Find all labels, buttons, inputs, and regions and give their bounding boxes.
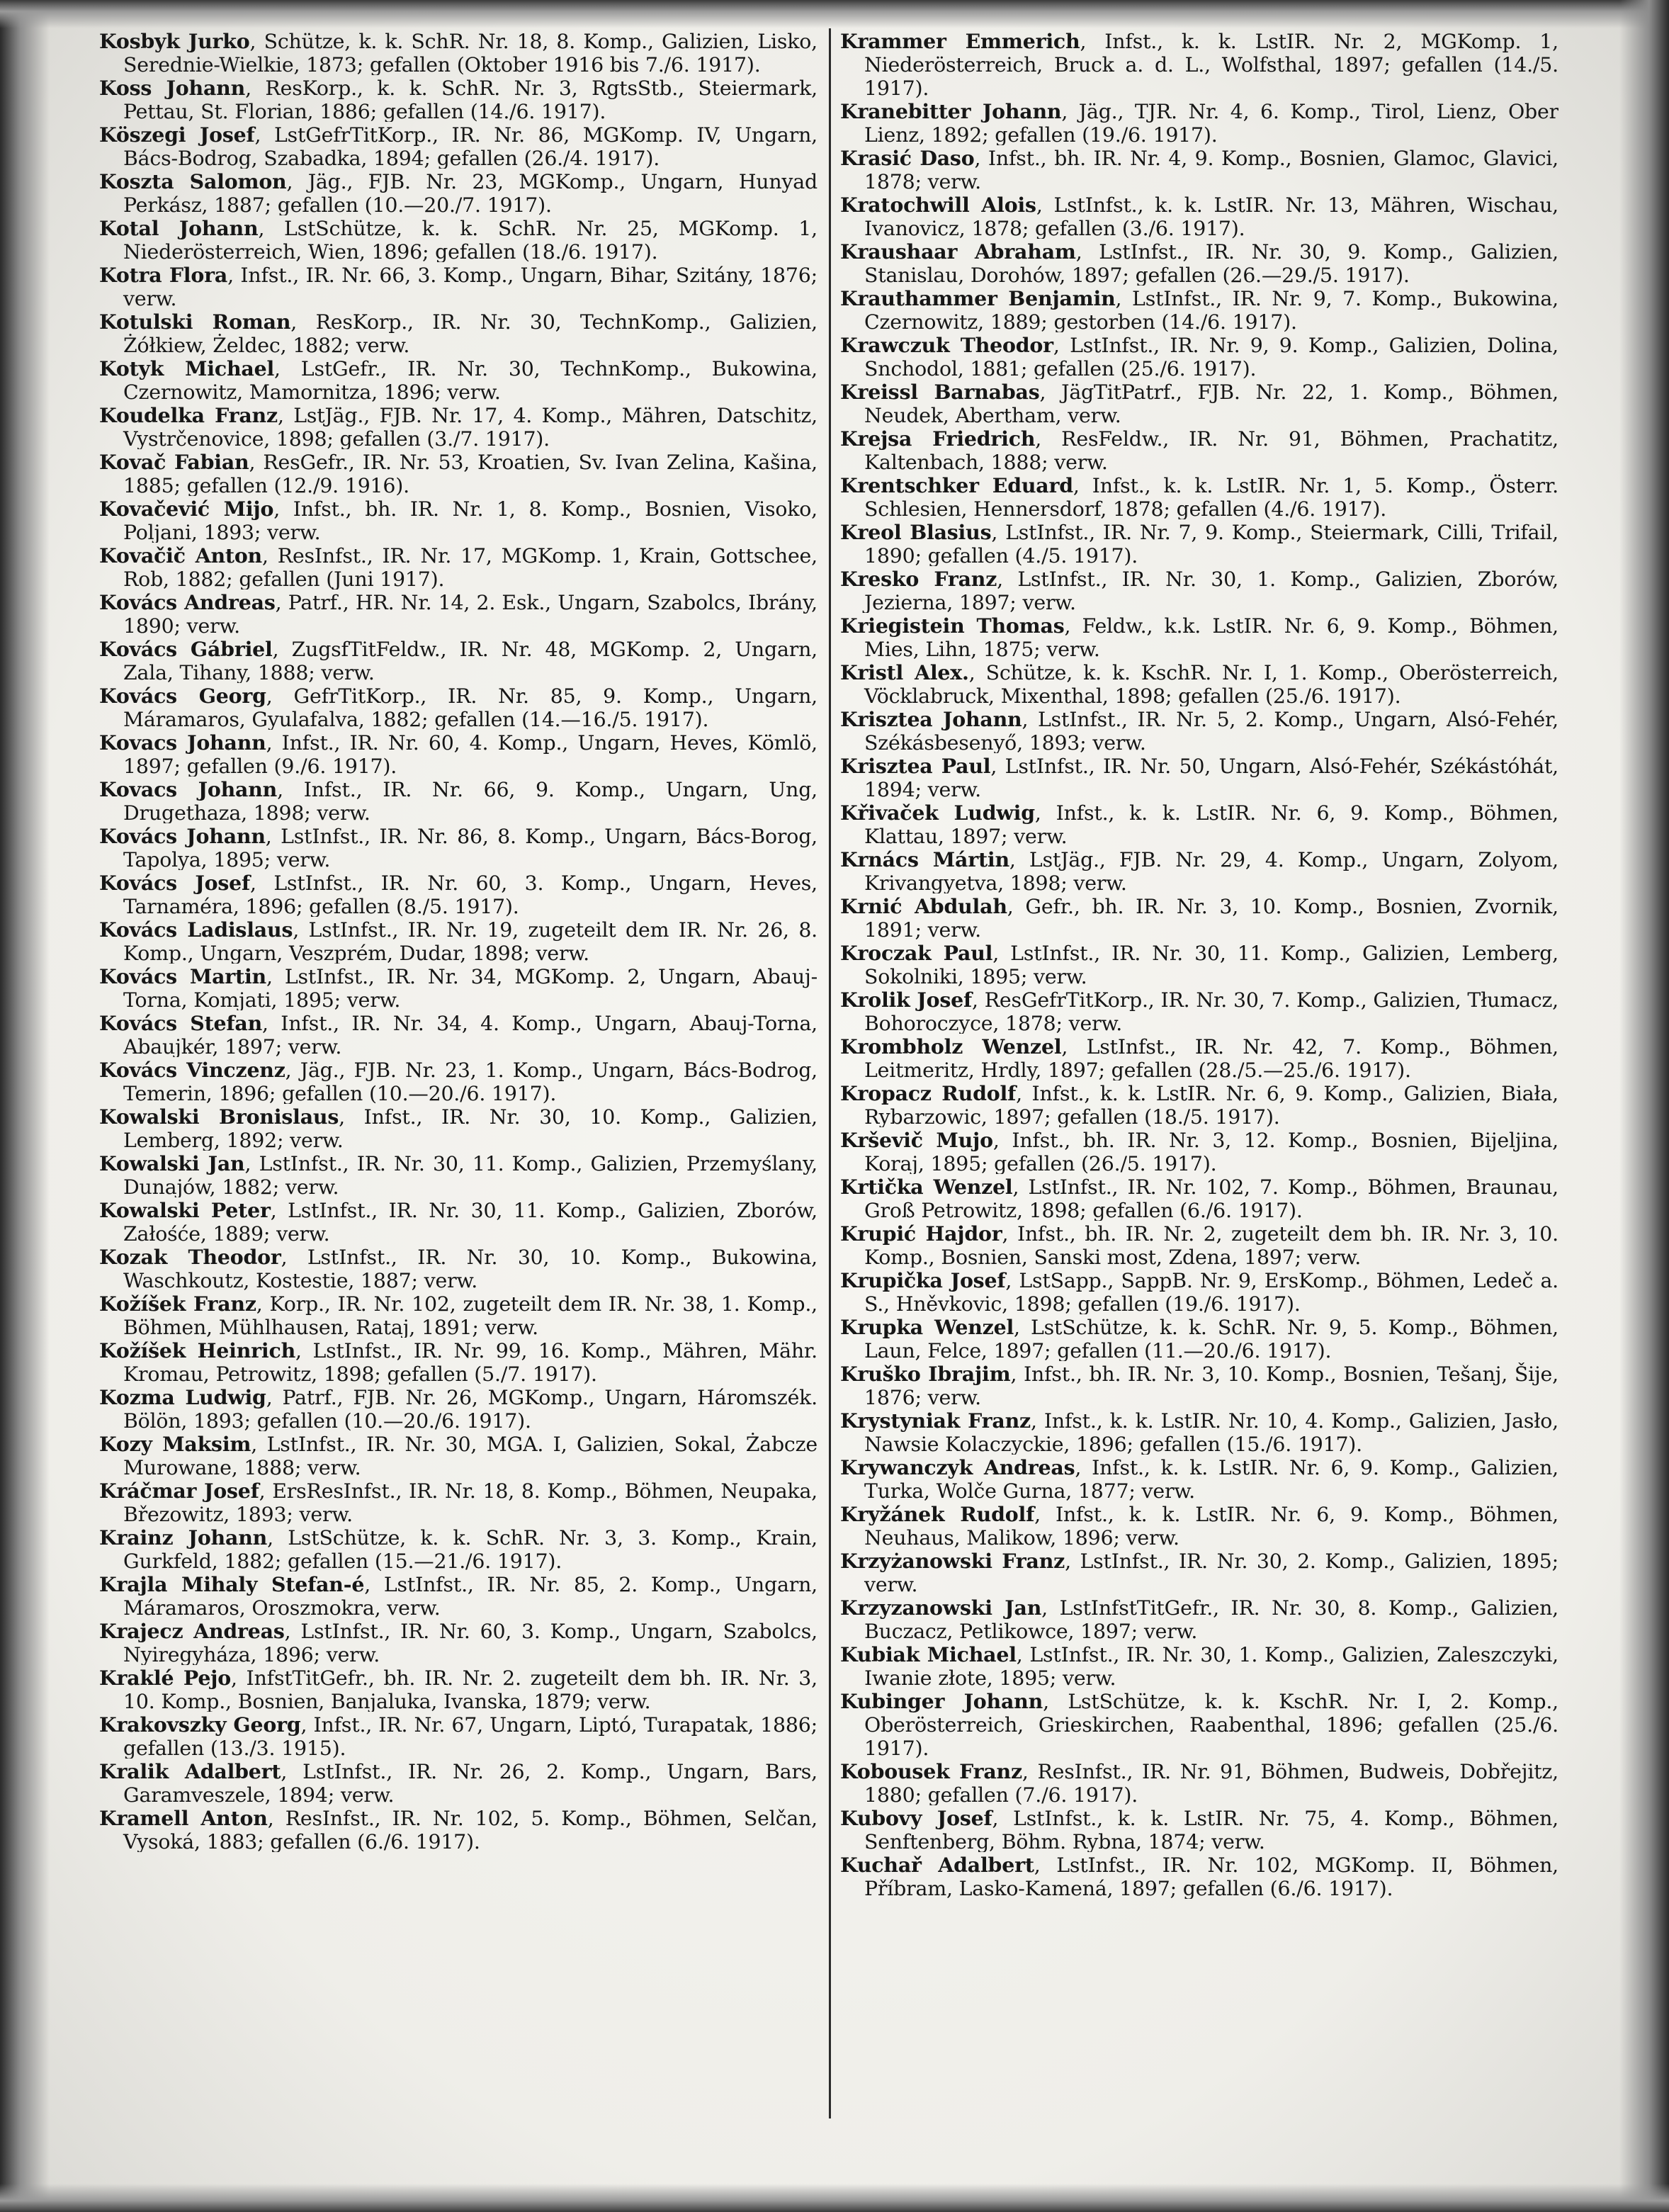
list-entry [840,334,1558,379]
list-entry [840,708,1558,753]
entry-name: Krejsa Friedrich [840,427,1036,451]
list-entry [99,170,817,215]
entry-name: Krasić Daso [840,147,975,170]
entry-name: Kobousek Franz [840,1760,1022,1783]
list-entry [99,1246,817,1291]
entry-name: Krauthammer Benjamin [840,287,1116,310]
list-entry [99,1059,817,1104]
entry-details: , Patrf., HR. Nr. 14, 2. Esk., Ungarn, Szabolcs, Ibrány, 1890; verw. [123,591,817,636]
list-entry [840,1129,1558,1174]
list-entry [99,310,817,356]
entry-details: , Gefr., bh. IR. Nr. 3, 10. Komp., Bosnien, Zvornik, 1891; verw. [864,895,1558,940]
list-entry [99,778,817,823]
entry-name: Kovács Stefan [99,1012,263,1035]
entry-name: Kovács Martin [99,965,266,988]
entry-name: Kristl Alex. [840,661,969,684]
list-entry [99,591,817,636]
list-entry [99,1339,817,1384]
list-entry [99,77,817,122]
list-entry [99,451,817,496]
entry-details: , LstInfst., IR. Nr. 42, 7. Komp., Böhmen, Leitmeritz, Hrdly, 1897; gefallen (28./5.—25./6. 1917). [864,1035,1558,1080]
entry-details: , LstSchütze, k. k. KschR. Nr. I, 2. Komp., Oberösterreich, Grieskirchen, Raabenthal, 1896; gefallen (25./6. 1917). [864,1690,1558,1759]
entry-name: Kuchař Adalbert [840,1853,1034,1877]
scan-shadow-top [0,0,1669,28]
right-column [840,30,1558,1900]
list-entry [840,1596,1558,1642]
entry-details: , Infst., IR. Nr. 66, 3. Komp., Ungarn, Bihar, Szitány, 1876; verw. [123,264,817,309]
list-entry [840,568,1558,613]
entry-name: Kubinger Johann [840,1690,1043,1713]
entry-name: Kotyk Michael [99,357,275,380]
entry-details: , Infst., IR. Nr. 66, 9. Komp., Ungarn, Ung, Drugethaza, 1898; verw. [123,778,817,823]
entry-name: Kowalski Bronislaus [99,1105,339,1129]
list-entry [840,193,1558,239]
entry-name: Kramell Anton [99,1807,268,1830]
entry-details: , Infst., k. k. LstIR. Nr. 6, 9. Komp., Galizien, Biała, Rybarzowic, 1897; gefallen (18./5. 1917). [864,1082,1558,1127]
entry-details: , LstInfst., IR. Nr. 30, 11. Komp., Galizien, Przemyślany, Dunajów, 1882; verw. [123,1152,817,1197]
entry-details: , Infst., IR. Nr. 34, 4. Komp., Ungarn, Abauj-Torna, Abaujkér, 1897; verw. [123,1012,817,1057]
list-entry [99,871,817,917]
list-entry [840,988,1558,1034]
entry-details: , LstInfst., IR. Nr. 30, 11. Komp., Galizien, Lemberg, Sokolniki, 1895; verw. [864,942,1558,987]
entry-name: Kruško Ibrajim [840,1362,1011,1386]
entry-details: , Infst., bh. IR. Nr. 3, 12. Komp., Bosnien, Bijeljina, Koraj, 1895; gefallen (26./5. 1917). [864,1129,1558,1174]
entry-name: Kovačič Anton [99,544,262,568]
list-entry [99,1526,817,1571]
entry-name: Kovács Josef [99,871,250,895]
list-entry [99,1386,817,1431]
entry-name: Krammer Emmerich [840,30,1080,53]
entry-name: Krnács Mártin [840,848,1009,871]
list-entry [99,1199,817,1244]
entry-details: , LstSchütze, k. k. SchR. Nr. 25, MGKomp. 1, Niederösterreich, Wien, 1896; gefallen (18./6. 1917). [123,217,817,262]
entry-details: , LstGefr., IR. Nr. 30, TechnKomp., Bukowina, Czernowitz, Mamornitza, 1896; verw. [123,357,817,402]
list-entry [99,357,817,402]
entry-name: Kowalski Peter [99,1199,271,1222]
entry-details: , Infst., bh. IR. Nr. 4, 9. Komp., Bosnien, Glamoc, Glavici, 1878; verw. [864,147,1558,192]
list-entry [99,404,817,449]
list-entry [840,380,1558,426]
entry-details: , LstInfst., IR. Nr. 30, 2. Komp., Galizien, 1895; verw. [864,1550,1558,1595]
entry-details: , GefrTitKorp., IR. Nr. 85, 9. Komp., Ungarn, Máramaros, Gyulafalva, 1882; gefallen (14.—16./5. 1917). [123,684,817,730]
entry-details: , LstSapp., SappB. Nr. 9, ErsKomp., Böhmen, Ledeč a. S., Hněvkovic, 1898; gefallen (19./6. 1917). [864,1269,1558,1314]
entry-name: Kovač Fabian [99,451,249,474]
list-entry [99,638,817,683]
entry-name: Kožíšek Franz [99,1292,256,1316]
list-entry [99,1433,817,1478]
list-entry [840,1760,1558,1805]
entry-details: , Korp., IR. Nr. 102, zugeteilt dem IR. Nr. 38, 1. Komp., Böhmen, Mühlhausen, Rataj, 1891; verw. [123,1292,817,1338]
column-divider [829,28,831,2118]
entry-details: , Infst., k. k. LstIR. Nr. 2, MGKomp. 1, Niederösterreich, Bruck a. d. L., Wolfsthal, 1897; gefallen (14./5. 1917). [864,30,1558,98]
entry-details: , Infst., bh. IR. Nr. 2, zugeteilt dem bh. IR. Nr. 3, 10. Komp., Bosnien, Sanski most, Zdena, 1897; verw. [864,1222,1558,1268]
entry-details: , ResKorp., IR. Nr. 30, TechnKomp., Galizien, Żółkiew, Żeldec, 1882; verw. [123,310,817,356]
entry-name: Kráčmar Josef [99,1479,259,1503]
entry-name: Krupić Hajdor [840,1222,1002,1246]
scan-shadow-left [0,0,50,2212]
list-entry [840,287,1558,332]
entry-details: , LstInfst., IR. Nr. 30, MGA. I, Galizien, Sokal, Żabcze Murowane, 1888; verw. [123,1433,817,1478]
entry-details: , LstInfst., IR. Nr. 102, 7. Komp., Böhmen, Braunau, Groß Petrowitz, 1898; gefallen (6./6. 1917). [864,1175,1558,1221]
entry-details: , Infst., bh. IR. Nr. 1, 8. Komp., Bosnien, Visoko, Poljani, 1893; verw. [123,497,817,543]
list-entry [840,848,1558,893]
entry-details: , LstInfst., IR. Nr. 30, 10. Komp., Bukowina, Waschkoutz, Kostestie, 1887; verw. [123,1246,817,1291]
entry-name: Křivaček Ludwig [840,801,1035,825]
list-entry [840,100,1558,145]
list-entry [840,1362,1558,1408]
entry-details: , Schütze, k. k. SchR. Nr. 18, 8. Komp., Galizien, Lisko, Serednie-Wielkie, 1873; gefallen (Oktober 1916 bis 7./6. 1917). [123,30,817,75]
entry-details: , LstJäg., FJB. Nr. 17, 4. Komp., Mähren, Datschitz, Vystrčenovice, 1898; gefallen (3./7. 1917). [123,404,817,449]
entry-details: , LstInfst., IR. Nr. 85, 2. Komp., Ungarn, Máramaros, Oroszmokra, verw. [123,1573,817,1618]
entry-name: Krajecz Andreas [99,1620,285,1643]
list-entry [99,731,817,777]
entry-name: Krzyzanowski Jan [840,1596,1042,1620]
entry-details: , ResKorp., k. k. SchR. Nr. 3, RgtsStb., Steiermark, Pettau, St. Florian, 1886; gefallen (14./6. 1917). [123,77,817,122]
entry-details: , LstInfst., IR. Nr. 102, MGKomp. II, Böhmen, Příbram, Lasko-Kamená, 1897; gefallen (6./6. 1917). [864,1853,1558,1899]
entry-details: , LstInfst., IR. Nr. 30, 1. Komp., Galizien, Zborów, Jezierna, 1897; verw. [864,568,1558,613]
list-entry [840,240,1558,286]
entry-details: , LstInfst., IR. Nr. 86, 8. Komp., Ungarn, Bács-Borog, Tapolya, 1895; verw. [123,825,817,870]
list-entry [840,1035,1558,1080]
list-entry [840,521,1558,566]
entry-name: Kriegistein Thomas [840,614,1065,638]
entry-details: , JägTitPatrf., FJB. Nr. 22, 1. Komp., Böhmen, Neudek, Abertham, verw. [864,380,1558,426]
entry-name: Krtička Wenzel [840,1175,1013,1199]
list-entry [840,801,1558,847]
entry-details: , Schütze, k. k. KschR. Nr. I, 1. Komp., Oberösterreich, Vöcklabruck, Mixenthal, 1898; gefallen (25./6. 1917). [864,661,1558,706]
list-entry [840,1503,1558,1548]
list-entry [99,1760,817,1805]
entry-name: Krolik Josef [840,988,972,1012]
entry-details: , Infst., k. k. LstIR. Nr. 6, 9. Komp., Böhmen, Neuhaus, Malikow, 1896; verw. [864,1503,1558,1548]
entry-details: , Infst., IR. Nr. 30, 10. Komp., Galizien, Lemberg, 1892; verw. [123,1105,817,1151]
entry-name: Krakovszky Georg [99,1713,301,1737]
entry-name: Kubovy Josef [840,1807,992,1830]
entry-name: Köszegi Josef [99,123,255,147]
list-entry [99,1666,817,1712]
entry-details: , Infst., k. k. LstIR. Nr. 6, 9. Komp., Galizien, Turka, Wolče Gurna, 1877; verw. [864,1456,1558,1501]
scan-shadow-bottom [0,2184,1669,2212]
list-entry [840,1222,1558,1268]
list-entry [840,661,1558,706]
entry-name: Kovács Johann [99,825,266,848]
list-entry [840,1082,1558,1127]
entry-details: , ZugsfTitFeldw., IR. Nr. 48, MGKomp. 2, Ungarn, Zala, Tihany, 1888; verw. [123,638,817,683]
entry-details: , Infst., k. k. LstIR. Nr. 6, 9. Komp., Böhmen, Klattau, 1897; verw. [864,801,1558,847]
entry-name: Kranebitter Johann [840,100,1062,123]
entry-details: , LstInfst., IR. Nr. 9, 7. Komp., Bukowina, Czernowitz, 1889; gestorben (14./6. 1917). [864,287,1558,332]
entry-details: , LstInfst., IR. Nr. 30, 9. Komp., Galizien, Stanislau, Dorohów, 1897; gefallen (26.—29./5. 1917). [864,240,1558,286]
entry-name: Krombholz Wenzel [840,1035,1062,1059]
entry-name: Kozma Ludwig [99,1386,266,1409]
entry-details: , LstInfst., k. k. LstIR. Nr. 13, Mähren, Wischau, Ivanovicz, 1878; gefallen (3./6. 1917). [864,193,1558,239]
entry-details: , InfstTitGefr., bh. IR. Nr. 2. zugeteilt dem bh. IR. Nr. 3, 10. Komp., Bosnien, Banjaluka, Ivanska, 1879; verw. [123,1666,817,1712]
list-entry [840,895,1558,940]
entry-name: Krupka Wenzel [840,1316,1014,1339]
entry-name: Kresko Franz [840,568,997,591]
entry-details: , LstInfst., IR. Nr. 19, zugeteilt dem IR. Nr. 26, 8. Komp., Ungarn, Veszprém, Dudar, 1898; verw. [123,918,817,964]
entry-details: , ResGefrTitKorp., IR. Nr. 30, 7. Komp., Galizien, Tłumacz, Bohoroczyce, 1878; verw. [864,988,1558,1034]
entry-details: , Infst., IR. Nr. 67, Ungarn, Liptó, Turapatak, 1886; gefallen (13./3. 1915). [123,1713,817,1759]
entry-details: , LstInfst., IR. Nr. 99, 16. Komp., Mähren, Mähr. Kromau, Petrowitz, 1898; gefallen (5./7. 1917). [123,1339,817,1384]
list-entry [99,123,817,169]
list-entry [840,1807,1558,1852]
entry-name: Kralik Adalbert [99,1760,281,1783]
entry-name: Kowalski Jan [99,1152,245,1175]
list-entry [840,1456,1558,1501]
list-entry [99,1292,817,1338]
entry-details: , LstSchütze, k. k. SchR. Nr. 9, 5. Komp., Böhmen, Laun, Felce, 1897; gefallen (11.—20./6. 1917). [864,1316,1558,1361]
entry-details: , LstInfst., IR. Nr. 9, 9. Komp., Galizien, Dolina, Snchodol, 1881; gefallen (25./6. 1917). [864,334,1558,379]
list-entry [840,1409,1558,1455]
entry-details: , LstInfst., IR. Nr. 34, MGKomp. 2, Ungarn, Abauj-Torna, Komjati, 1895; verw. [123,965,817,1010]
entry-name: Kropacz Rudolf [840,1082,1017,1105]
entry-name: Kovačević Mijo [99,497,274,521]
entry-details: , Infst., k. k. LstIR. Nr. 10, 4. Komp., Galizien, Jasło, Nawsie Kolaczyckie, 1896; gefallen (15./6. 1917). [864,1409,1558,1455]
entry-name: Kroczak Paul [840,942,993,965]
entry-name: Kovács Andreas [99,591,276,614]
entry-name: Krupička Josef [840,1269,1006,1292]
list-entry [99,918,817,964]
entry-name: Kotra Flora [99,264,228,287]
left-column [99,30,817,1853]
list-entry [840,474,1558,519]
entry-name: Kovács Vinczenz [99,1059,285,1082]
entry-name: Kovacs Johann [99,778,278,801]
entry-name: Krawczuk Theodor [840,334,1053,357]
entry-details: , LstInfst., IR. Nr. 60, 3. Komp., Ungarn, Heves, Tarnaméra, 1896; gefallen (8./5. 1917). [123,871,817,917]
list-entry [99,825,817,870]
entry-name: Kreissl Barnabas [840,380,1040,404]
list-entry [840,942,1558,987]
list-entry [99,544,817,589]
entry-name: Kozy Maksim [99,1433,251,1456]
entry-details: , LstInfst., IR. Nr. 26, 2. Komp., Ungarn, Bars, Garamveszele, 1894; verw. [123,1760,817,1805]
entry-details: , ResInfst., IR. Nr. 102, 5. Komp., Böhmen, Selčan, Vysoká, 1883; gefallen (6./6. 1917). [123,1807,817,1852]
list-entry [840,1550,1558,1595]
list-entry [99,1105,817,1151]
entry-name: Koudelka Franz [99,404,278,427]
entry-details: , Infst., bh. IR. Nr. 3, 10. Komp., Bosnien, Tešanj, Šije, 1876; verw. [864,1362,1558,1408]
entry-details: , LstInfst., IR. Nr. 5, 2. Komp., Ungarn, Alsó-Fehér, Székásbesenyő, 1893; verw. [864,708,1558,753]
entry-details: , ResGefr., IR. Nr. 53, Kroatien, Sv. Ivan Zelina, Kašina, 1885; gefallen (12./9. 1916). [123,451,817,496]
entry-details: , Jäg., FJB. Nr. 23, MGKomp., Ungarn, Hunyad Perkász, 1887; gefallen (10.—20./7. 1917). [123,170,817,215]
entry-name: Kovács Georg [99,684,266,708]
entry-name: Krševič Mujo [840,1129,993,1152]
entry-details: , Infst., IR. Nr. 60, 4. Komp., Ungarn, Heves, Kömlö, 1897; gefallen (9./6. 1917). [123,731,817,777]
list-entry [99,1807,817,1852]
list-entry [99,1479,817,1525]
entry-name: Kozak Theodor [99,1246,281,1269]
entry-name: Kožíšek Heinrich [99,1339,296,1362]
list-entry [840,147,1558,192]
list-entry [840,1690,1558,1759]
entry-details: , LstInfst., k. k. LstIR. Nr. 75, 4. Komp., Böhmen, Senftenberg, Böhm. Rybna, 1874; verw. [864,1807,1558,1852]
entry-details: , LstInfst., IR. Nr. 30, 11. Komp., Galizien, Zborów, Załośće, 1889; verw. [123,1199,817,1244]
entry-name: Krywanczyk Andreas [840,1456,1075,1479]
entry-details: , LstInfst., IR. Nr. 60, 3. Komp., Ungarn, Szabolcs, Nyiregyháza, 1896; verw. [123,1620,817,1665]
entry-name: Kratochwill Alois [840,193,1036,217]
list-entry [840,30,1558,98]
list-entry [99,684,817,730]
entry-details: , ErsResInfst., IR. Nr. 18, 8. Komp., Böhmen, Neupaka, Březowitz, 1893; verw. [123,1479,817,1525]
list-entry [99,1012,817,1057]
list-entry [99,30,817,75]
list-entry [840,427,1558,473]
entry-name: Krisztea Johann [840,708,1022,731]
entry-name: Krystyniak Franz [840,1409,1031,1433]
list-entry [99,264,817,309]
entry-name: Kryžánek Rudolf [840,1503,1035,1526]
list-entry [840,755,1558,800]
entry-details: , Infst., k. k. LstIR. Nr. 1, 5. Komp., Österr. Schlesien, Hennersdorf, 1878; gefallen (4./6. 1917). [864,474,1558,519]
entry-details: , Patrf., FJB. Nr. 26, MGKomp., Ungarn, Háromszék. Bölön, 1893; gefallen (10.—20./6. 1917). [123,1386,817,1431]
list-entry [99,1713,817,1759]
entry-details: , LstGefrTitKorp., IR. Nr. 86, MGKomp. IV, Ungarn, Bács-Bodrog, Szabadka, 1894; gefallen (26./4. 1917). [123,123,817,169]
entry-details: , ResInfst., IR. Nr. 91, Böhmen, Budweis, Dobřejitz, 1880; gefallen (7./6. 1917). [864,1760,1558,1805]
list-entry [99,217,817,262]
entry-name: Kosbyk Jurko [99,30,250,53]
entry-name: Kovács Gábriel [99,638,273,661]
entry-name: Krainz Johann [99,1526,268,1550]
entry-details: , Jäg., FJB. Nr. 23, 1. Komp., Ungarn, Bács-Bodrog, Temerin, 1896; gefallen (10.—20./6. 1917). [123,1059,817,1104]
entry-name: Kubiak Michael [840,1643,1017,1666]
entry-details: , Feldw., k.k. LstIR. Nr. 6, 9. Komp., Böhmen, Mies, Lihn, 1875; verw. [864,614,1558,660]
entry-name: Kovacs Johann [99,731,266,755]
list-entry [99,1152,817,1197]
entry-details: , LstInfst., IR. Nr. 50, Ungarn, Alsó-Fehér, Székástóhát, 1894; verw. [864,755,1558,800]
entry-details: , LstJäg., FJB. Nr. 29, 4. Komp., Ungarn, Zolyom, Krivangyetva, 1898; verw. [864,848,1558,893]
entry-name: Kreol Blasius [840,521,992,544]
entry-name: Krzyżanowski Franz [840,1550,1065,1573]
entry-details: , LstInfst., IR. Nr. 30, 1. Komp., Galizien, Zaleszczyki, Iwanie złote, 1895; verw. [864,1643,1558,1688]
list-entry [840,1175,1558,1221]
entry-name: Krentschker Eduard [840,474,1073,497]
list-entry [840,1643,1558,1688]
entry-name: Kovács Ladislaus [99,918,293,942]
entry-name: Koszta Salomon [99,170,287,193]
entry-name: Kraushaar Abraham [840,240,1076,264]
list-entry [99,1620,817,1665]
entry-details: , Jäg., TJR. Nr. 4, 6. Komp., Tirol, Lienz, Ober Lienz, 1892; gefallen (19./6. 1917). [864,100,1558,145]
entry-details: , ResInfst., IR. Nr. 17, MGKomp. 1, Krain, Gottschee, Rob, 1882; gefallen (Juni 1917). [123,544,817,589]
entry-name: Krnić Abdulah [840,895,1007,918]
entry-details: , LstInfstTitGefr., IR. Nr. 30, 8. Komp., Galizien, Buczacz, Petlikowce, 1897; verw. [864,1596,1558,1642]
entry-details: , LstSchütze, k. k. SchR. Nr. 3, 3. Komp., Krain, Gurkfeld, 1882; gefallen (15.—21./6. 1917). [123,1526,817,1571]
list-entry [99,497,817,543]
entry-details: , ResFeldw., IR. Nr. 91, Böhmen, Prachatitz, Kaltenbach, 1888; verw. [864,427,1558,473]
entry-name: Krisztea Paul [840,755,991,778]
scan-shadow-right [1619,0,1669,2212]
entry-details: , LstInfst., IR. Nr. 7, 9. Komp., Steiermark, Cilli, Trifail, 1890; gefallen (4./5. 1917). [864,521,1558,566]
list-entry [99,965,817,1010]
entry-name: Koss Johann [99,77,246,100]
list-entry [840,1853,1558,1899]
list-entry [840,1269,1558,1314]
list-entry [99,1573,817,1618]
entry-name: Kraklé Pejo [99,1666,231,1690]
entry-name: Kotulski Roman [99,310,291,334]
entry-name: Krajla Mihaly Stefan-é [99,1573,365,1596]
list-entry [840,1316,1558,1361]
entry-name: Kotal Johann [99,217,259,240]
list-entry [840,614,1558,660]
